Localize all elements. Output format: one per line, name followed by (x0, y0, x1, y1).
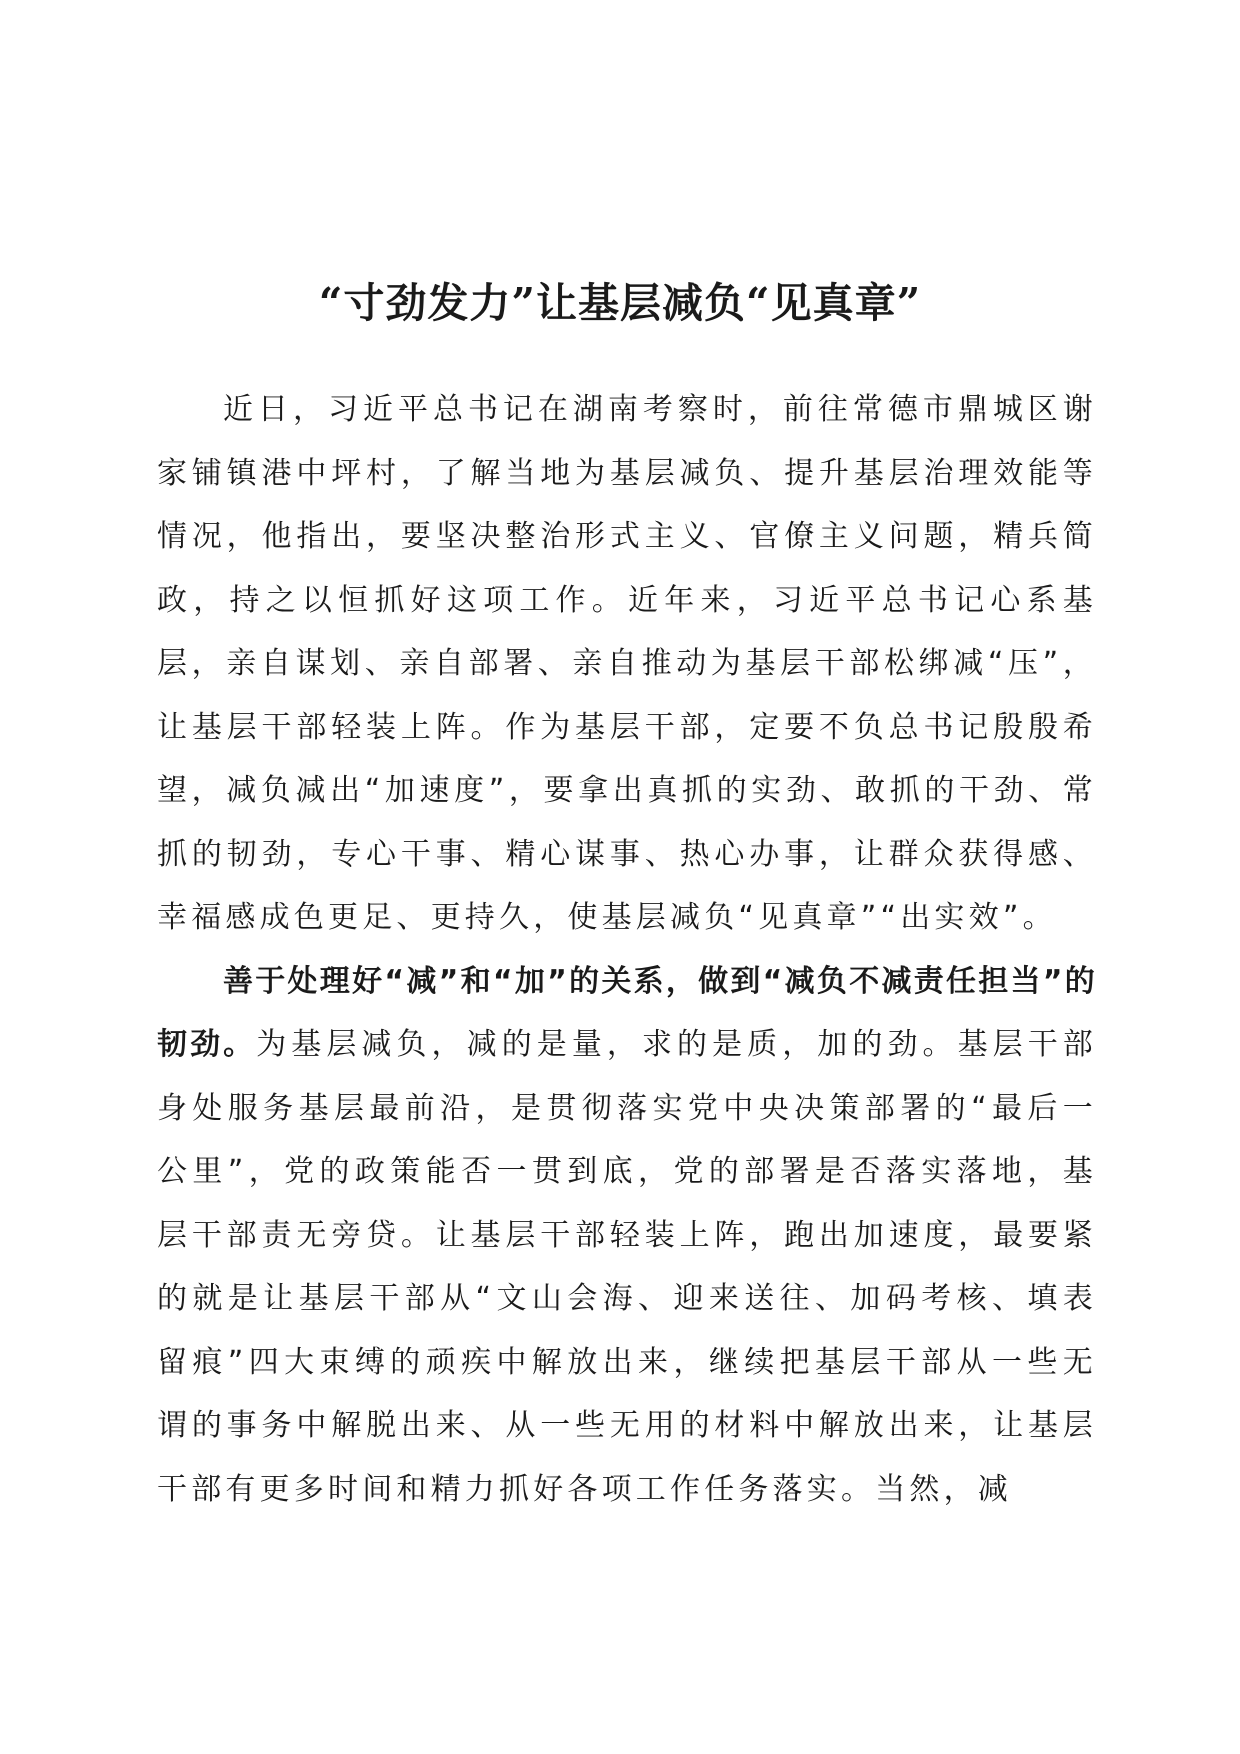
document-title: “寸劲发力”让基层减负“见真章” (318, 279, 922, 328)
paragraph-1-text: 近日，习近平总书记在湖南考察时，前往常德市鼎城区谢家铺镇港中坪村，了解当地为基层减负、提升基层治理效能等情况，他指出，要坚决整治形式主义、官僚主义问题，精兵简政，持之以恒抓好这项工作。近年来，习近平总书记心系基层，亲自谋划、亲自部署、亲自推动为基层干部松绑减“压”，让基层干部轻装上阵。作为基层干部，定要不负总书记殷殷希望，减负减出“加速度”，要拿出真抓的实劲、敢抓的干劲、常抓的韧劲，专心干事、精心谋事、热心办事，让群众获得感、幸福感成色更足、更持久，使基层减负“见真章”“出实效”。 (157, 392, 1097, 935)
paragraph-1 (157, 378, 1097, 950)
paragraph-2-text: 为基层减负，减的是量，求的是质，加的劲。基层干部身处服务基层最前沿，是贯彻落实党中央决策部署的“最后一公里”，党的政策能否一贯到底，党的部署是否落实落地，基层干部责无旁贷。让基层干部轻装上阵，跑出加速度，最要紧的就是让基层干部从“文山会海、迎来送往、加码考核、填表留痕”四大束缚的顽疾中解放出来，继续把基层干部从一些无谓的事务中解脱出来、从一些无用的材料中解放出来，让基层干部有更多时间和精力抓好各项工作任务落实。当然，减 (157, 1027, 1097, 1507)
paragraph-2-lead: 善于处理好“减”和“加”的关系，做到“减负不减责任担当”的韧劲。 (157, 963, 1097, 1062)
paragraph-2 (157, 950, 1097, 1522)
document-body (157, 378, 1097, 1521)
